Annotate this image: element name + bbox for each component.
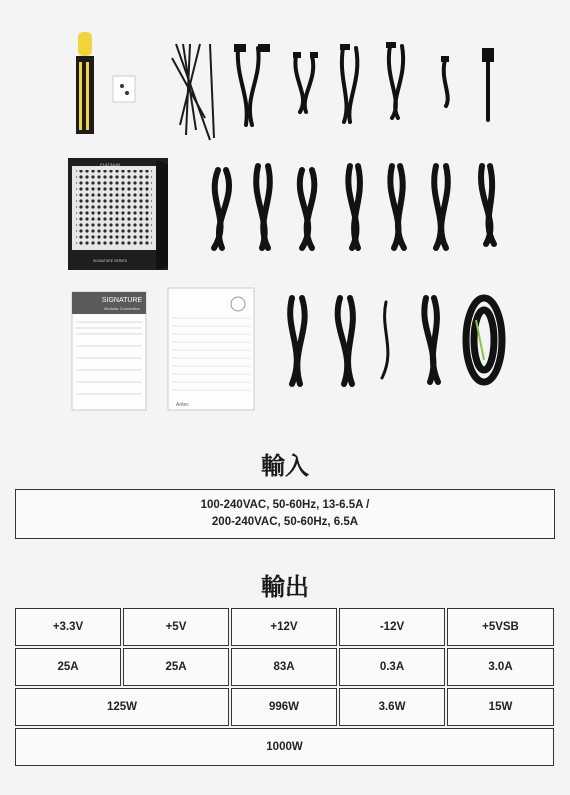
screws-pack: [113, 76, 135, 102]
amps-12v: 83A: [231, 648, 337, 686]
watts-3v3-5v-combined: 125W: [15, 688, 229, 726]
rail-5vsb: +5VSB: [447, 608, 554, 646]
amps-5v: 25A: [123, 648, 229, 686]
manual-subtitle: Modular Connection: [104, 306, 140, 311]
psu-side-label: SIGNATURE SERIES: [93, 259, 127, 263]
rail-3v3: +3.3V: [15, 608, 121, 646]
amps-5vsb: 3.0A: [447, 648, 554, 686]
amps-neg12v: 0.3A: [339, 648, 445, 686]
output-heading: 輸出: [261, 573, 309, 601]
input-spec-box: [15, 489, 555, 539]
rail-neg12v: -12V: [339, 608, 445, 646]
psu-label: PLATINUM: [100, 162, 120, 167]
rail-5v: +5V: [123, 608, 229, 646]
total-output: 1000W: [15, 728, 554, 766]
psu-tester-tool: [76, 32, 94, 134]
watts-12v: 996W: [231, 688, 337, 726]
manual-title: SIGNATURE: [101, 297, 143, 304]
warranty-card: [168, 288, 254, 410]
input-spec-line-1: 100-240VAC, 50-60Hz, 13-6.5A /: [200, 499, 370, 511]
input-spec-line-2: 200-240VAC, 50-60Hz, 6.5A: [211, 516, 359, 528]
watts-neg12v: 3.6W: [339, 688, 445, 726]
rail-12v: +12V: [231, 608, 337, 646]
amps-3v3: 25A: [15, 648, 121, 686]
manual-booklet: [72, 292, 146, 410]
psu-unit: [68, 158, 168, 270]
watts-5vsb: 15W: [447, 688, 554, 726]
card-brand: Antec: [176, 402, 189, 408]
input-heading: 輸入: [261, 452, 309, 480]
